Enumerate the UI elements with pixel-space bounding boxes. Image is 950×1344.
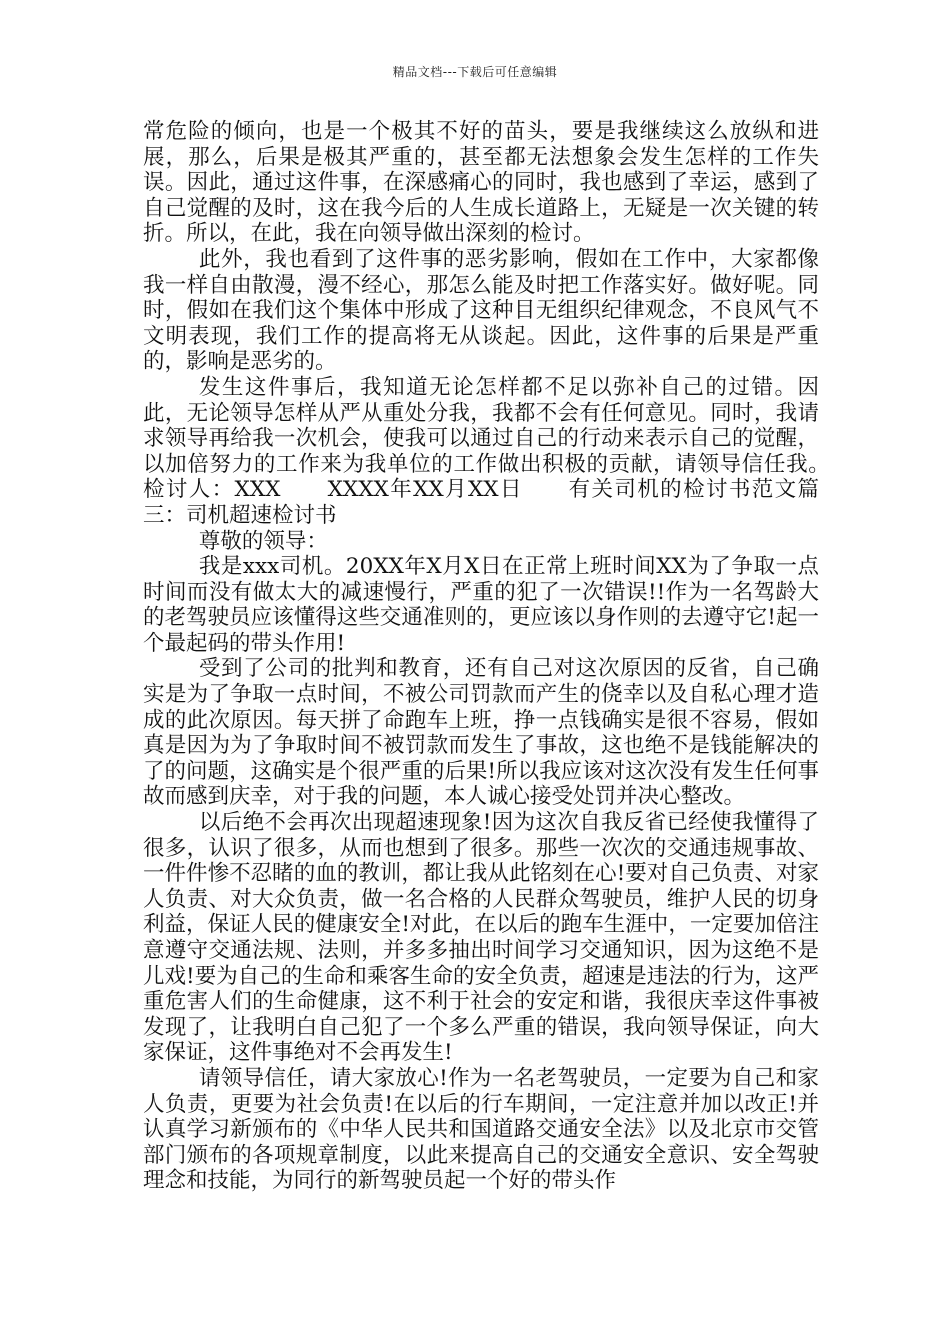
document-body bbox=[143, 119, 863, 1194]
salutation: 尊敬的领导： bbox=[198, 528, 328, 554]
paragraph: 请领导信任，请大家放心!作为一名老驾驶员，一定要为自己和家人负责，更要为社会负责!在以后的行车期间，一定注意并加以改正!并认真学习新颁布的《中华人民共和国道路交通安全法》以及北京市交管部门颁布的各项规章制度，以此来提高自己的交通安全意识、安全驾驶理念和技能，为同行的新驾驶员起一个好的带头作 bbox=[143, 1065, 819, 1194]
paragraph-continuation: 常危险的倾向，也是一个极其不好的苗头，要是我继续这么放纵和进展，那么，后果是极其严重的，甚至都无法想象会发生怎样的工作失误。因此，通过这件事，在深感痛心的同时，我也感到了幸运，感到了自己觉醒的及时，这在我今后的人生成长道路上，无疑是一次关键的转折。所以，在此，我在向领导做出深刻的检讨。 bbox=[143, 119, 819, 247]
paragraph: 发生这件事后，我知道无论怎样都不足以弥补自己的过错。因此，无论领导怎样从严从重处分我，我都不会有任何意见。同时，我请求领导再给我一次机会，使我可以通过自己的行动来表示自己的觉醒，以加倍努力的工作来为我单位的工作做出积极的贡献，请领导信任我。 检讨人：XXX XXXX年XX月XX日 有关司机的检讨书范文篇三：司机超速检讨书 bbox=[143, 374, 863, 528]
paragraph: 以后绝不会再次出现超速现象!因为这次自我反省已经使我懂得了很多，认识了很多，从而也想到了很多。那些一次次的交通违规事故、一件件惨不忍睹的血的教训，都让我从此铭刻在心!要对自己负责、对家人负责、对大众负责，做一名合格的人民群众驾驶员，维护人民的切身利益，保证人民的健康安全!对此，在以后的跑车生涯中，一定要加倍注意遵守交通法规、法则，并多多抽出时间学习交通知识，因为这绝不是儿戏!要为自己的生命和乘客生命的安全负责，超速是违法的行为，这严重危害人们的生命健康，这不利于社会的安定和谐，我很庆幸这件事被发现了，让我明白自己犯了一个多么严重的错误，我向领导保证，向大家保证，这件事绝对不会再发生! bbox=[143, 810, 819, 1066]
paragraph: 受到了公司的批判和教育，还有自己对这次原因的反省，自己确实是为了争取一点时间，不被公司罚款而产生的侥幸以及自私心理才造成的此次原因。每天拼了命跑车上班，挣一点钱确实是很不容易，假如真是因为为了争取时间不被罚款而发生了事故，这也绝不是钱能解决的了的问题，这确实是个很严重的后果!所以我应该对这次没有发生任何事故而感到庆幸，对于我的问题，本人诚心接受处罚并决心整改。 bbox=[143, 656, 819, 810]
paragraph: 此外，我也看到了这件事的恶劣影响，假如在工作中，大家都像我一样自由散漫，漫不经心，那怎么能及时把工作落实好。做好呢。同时，假如在我们这个集体中形成了这种目无组织纪律观念，不良风气不文明表现，我们工作的提高将无从谈起。因此，这件事的后果是严重的，影响是恶劣的。 bbox=[143, 246, 819, 375]
page-header: 精品文档---下载后可任意编辑 bbox=[392, 65, 558, 79]
paragraph: 我是xxx司机。20XX年X月X日在正常上班时间XX为了争取一点时间而没有做太大的减速慢行，严重的犯了一次错误!!作为一名驾龄大的老驾驶员应该懂得这些交通准则的，更应该以身作则的去遵守它!起一个最起码的带头作用! bbox=[143, 554, 819, 656]
